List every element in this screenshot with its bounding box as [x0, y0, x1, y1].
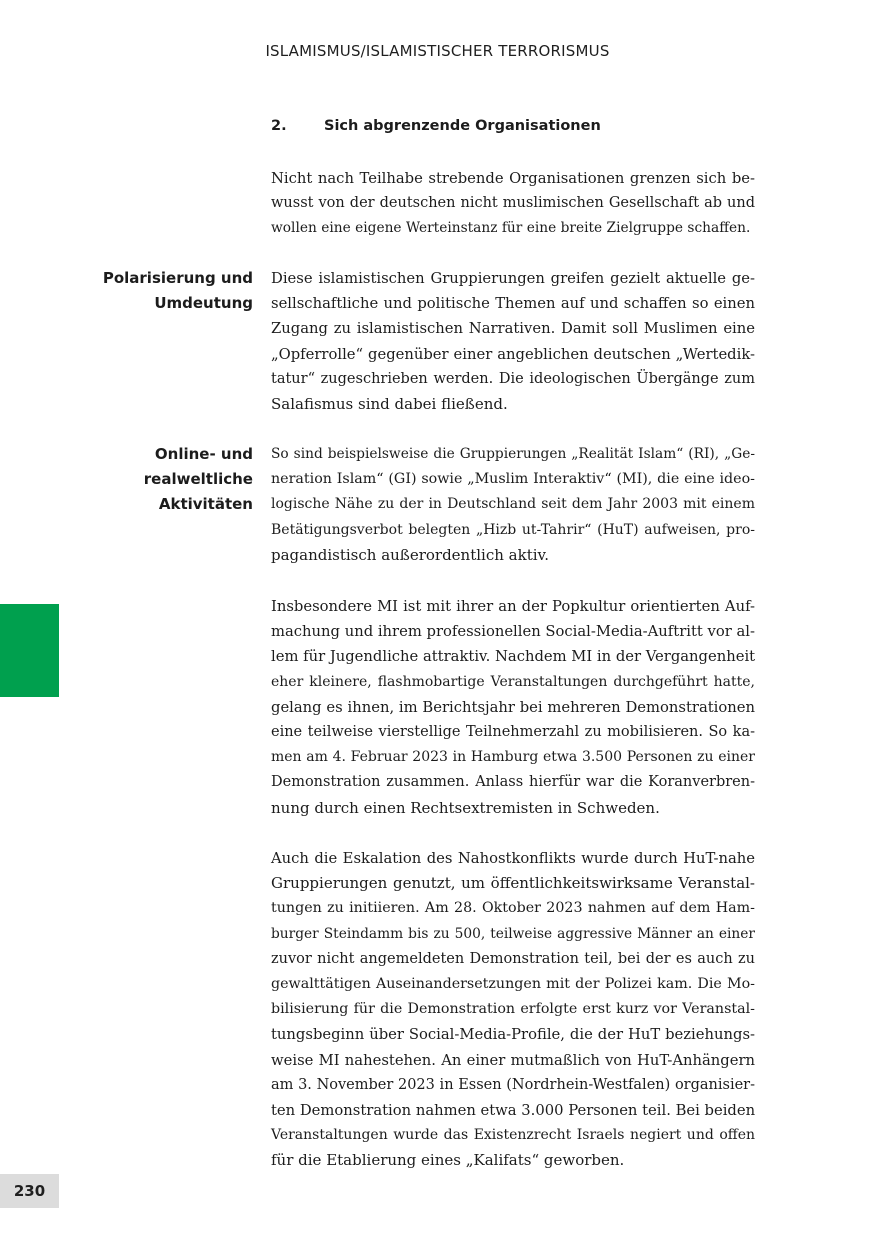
- paragraph-nahostkonflikt: [271, 846, 755, 1174]
- margin-note-polarisierung: [93, 266, 253, 316]
- chapter-color-tab: [0, 604, 59, 697]
- margin-note-line: realweltliche: [143, 470, 253, 489]
- text-line: Gruppierungen genutzt, um öffentlichkeitswirksame Veranstal-: [271, 874, 755, 893]
- text-line: Demonstration zusammen. Anlass hierfür war die Koranverbren-: [271, 774, 755, 791]
- text-line: eine teilweise vierstellige Teilnehmerzahl zu mobilisieren. So ka-: [271, 724, 755, 741]
- text-line: sellschaftliche und politische Themen auf und schaffen so einen: [271, 295, 755, 313]
- text-line: lem für Jugendliche attraktiv. Nachdem MI in der Vergangenheit: [271, 648, 756, 666]
- text-line: weise MI nahestehen. An einer mutmaßlich von HuT-Anhängern: [271, 1051, 755, 1069]
- text-line: logische Nähe zu der in Deutschland seit dem Jahr 2003 mit einem: [271, 496, 755, 513]
- text-line: Diese islamistischen Gruppierungen greifen gezielt aktuelle ge-: [271, 270, 755, 287]
- text-line: wusst von der deutschen nicht muslimischen Gesellschaft ab und: [271, 195, 755, 212]
- text-line: Veranstaltungen wurde das Existenzrecht Israels negiert und offen: [271, 1127, 755, 1144]
- text-line: „Opferrolle“ gegenüber einer angeblichen deutschen „Wertedik-: [271, 345, 755, 363]
- text-line: nung durch einen Rechtsextremisten in Schweden.: [271, 798, 660, 817]
- text-line: eher kleinere, flashmobartige Veranstaltungen durchgeführt hatte,: [271, 673, 755, 690]
- text-line: machung und ihrem professionellen Social-Media-Auftritt vor al-: [271, 623, 755, 641]
- running-header: ISLAMISMUS/ISLAMISTISCHER TERRORISMUS: [265, 42, 610, 60]
- text-line: Nicht nach Teilhabe strebende Organisationen grenzen sich be-: [271, 170, 755, 187]
- section-heading: [271, 118, 601, 134]
- text-line: Betätigungsverbot belegten „Hizb ut-Tahrir“ (HuT) aufweisen, pro-: [271, 521, 755, 538]
- text-line: wollen eine eigene Werteinstanz für eine breite Zielgruppe schaffen.: [271, 220, 751, 237]
- text-line: So sind beispielsweise die Gruppierungen „Realität Islam“ (RI), „Ge-: [271, 446, 755, 462]
- text-line: tungen zu initiieren. Am 28. Oktober 2023 nahmen auf dem Ham-: [271, 900, 755, 917]
- section-title: Sich abgrenzende Organisationen: [324, 118, 601, 134]
- text-line: am 3. November 2023 in Essen (Nordrhein-Westfalen) organisier-: [271, 1076, 755, 1093]
- section-number: 2.: [271, 118, 287, 134]
- paragraph-gruppierungen: [271, 442, 755, 568]
- margin-note-line: Online- und: [154, 445, 253, 463]
- text-line: gelang es ihnen, im Berichtsjahr bei mehreren Demonstrationen: [271, 698, 755, 716]
- text-line: Insbesondere MI ist mit ihrer an der Popkultur orientierten Auf-: [271, 598, 755, 615]
- text-line: zuvor nicht angemeldeten Demonstration teil, bei der es auch zu: [271, 950, 755, 967]
- text-line: pagandistisch außerordentlich aktiv.: [271, 545, 549, 564]
- paragraph-polarisierung: [271, 266, 755, 417]
- text-line: tungsbeginn über Social-Media-Profile, die der HuT beziehungs-: [271, 1026, 755, 1044]
- text-line: Zugang zu islamistischen Narrativen. Damit soll Muslimen eine: [271, 320, 755, 338]
- margin-note-online-aktivitaeten: [93, 442, 253, 518]
- text-line: gewalttätigen Auseinandersetzungen mit der Polizei kam. Die Mo-: [271, 976, 755, 993]
- margin-note-line: Polarisierung und: [102, 269, 253, 287]
- text-line: neration Islam“ (GI) sowie „Muslim Interaktiv“ (MI), die eine ideo-: [271, 471, 755, 488]
- text-line: ten Demonstration nahmen etwa 3.000 Personen teil. Bei beiden: [271, 1102, 756, 1120]
- text-line: Auch die Eskalation des Nahostkonflikts wurde durch HuT-nahe: [271, 850, 755, 867]
- paragraph-intro: [271, 166, 755, 242]
- margin-note-line: Aktivitäten: [158, 495, 253, 514]
- margin-note-line: Umdeutung: [154, 294, 253, 313]
- text-line: bilisierung für die Demonstration erfolgte erst kurz vor Veranstal-: [271, 1001, 755, 1018]
- text-line: men am 4. Februar 2023 in Hamburg etwa 3.500 Personen zu einer: [271, 749, 755, 766]
- paragraph-muslim-interaktiv: [271, 594, 755, 821]
- text-line: tatur“ zugeschrieben werden. Die ideologischen Übergänge zum: [271, 370, 755, 387]
- page-number: 230: [0, 1174, 59, 1208]
- text-line: Salafismus sind dabei fließend.: [271, 395, 508, 414]
- text-line: burger Steindamm bis zu 500, teilweise aggressive Männer an einer: [271, 925, 755, 942]
- text-line: für die Etablierung eines „Kalifats“ geworben.: [271, 1151, 625, 1170]
